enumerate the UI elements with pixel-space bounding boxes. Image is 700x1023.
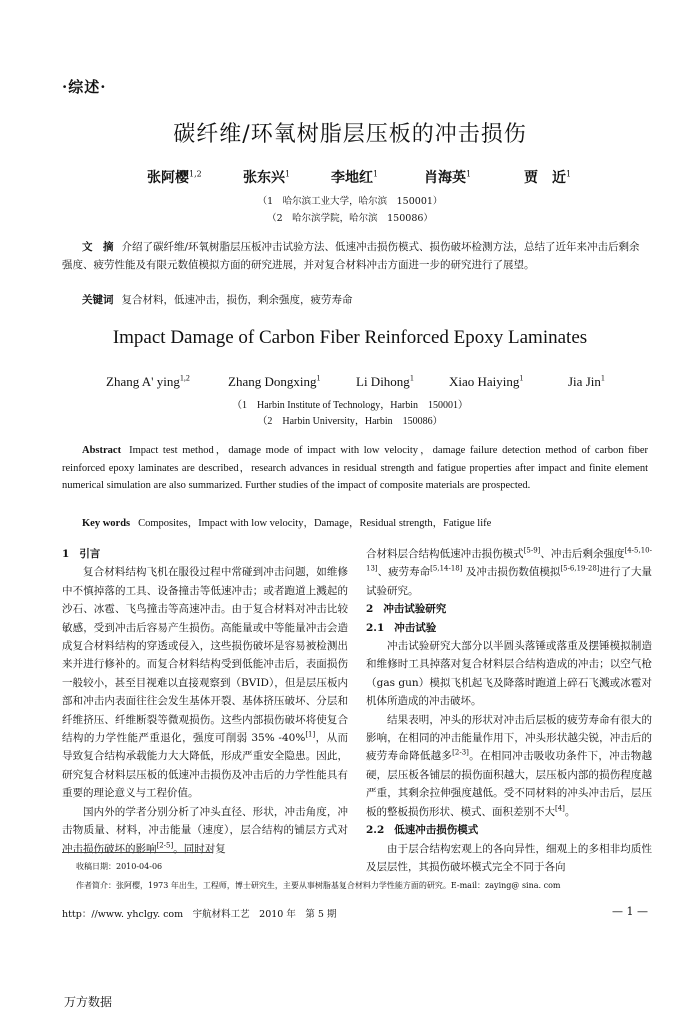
keywords-en-text: Composites，Impact with low velocity，Damage，Residual strength，Fatigue life bbox=[138, 518, 492, 529]
author-en: Xiao Haiying$^1$ bbox=[449, 373, 524, 389]
keywords-en bbox=[82, 515, 491, 530]
footnote-divider bbox=[62, 852, 212, 853]
abstract-en bbox=[62, 442, 648, 495]
author-en: Zhang A' ying$^{1,2}$ bbox=[106, 373, 190, 389]
author-en: Jia Jin$^1$ bbox=[568, 373, 605, 389]
affiliation-en: （2 Harbin University，Harbin 150086） bbox=[257, 416, 443, 427]
paper-title-cn: 碳纤维/环氧树脂层压板的冲击损伤 bbox=[173, 122, 527, 147]
paragraph: 结果表明，冲头的形状对冲击后层板的疲劳寿命有很大的影响，在相同的冲击能量作用下，冲头形状越尖锐，冲击后的疲劳寿命降低越多[2-3]。在相同冲击吸收功条件下，冲击物越硬，层压板各铺层的损伤面积越大，层压板内部的损伤程度越严重，其剩余拉伸强度越低。受不同材料的冲头冲击后，层压板的整板损伤形状、模式、面积差别不大[4]。 bbox=[366, 713, 653, 818]
authors-en bbox=[0, 374, 700, 392]
affiliation-cn: （1 哈尔滨工业大学，哈尔滨 150001） bbox=[257, 196, 443, 207]
section-tag: ·综述· bbox=[62, 78, 107, 96]
footnote-author: 作者简介：张阿樱，1973 年出生，工程师，博士研究生，主要从事树脂基复合材料力学性能方面的研究。E-mail：zaying@ sina. com bbox=[76, 881, 561, 890]
affiliation-en: （1 Harbin Institute of Technology，Harbin 150001） bbox=[231, 400, 469, 411]
journal-footer: http：//www. yhclgy. com 宇航材料工艺 2010 年 第 5 期 bbox=[62, 909, 337, 920]
paragraph: 冲击试验研究大部分以半圆头落锤或落重及摆锤模拟制造和维修时工具掉落对复合材料层合结构造成的冲击；以空气枪（gas gun）模拟飞机起飞及降落时跑道上碎石飞溅或冰雹对机体所造成的冲击破坏。 bbox=[366, 640, 652, 708]
author-cn: 李地红$^1$ bbox=[331, 169, 379, 186]
abstract-cn bbox=[62, 238, 648, 274]
section-heading: 1 引言 bbox=[62, 548, 101, 560]
abstract-en-text: Impact test method，damage mode of impact with low velocity，damage failure detection method of carbon fiber reinforced epoxy laminates are described，research advances in residual strength and fatigue properties after impact and finite element numerical simulation are also summarized. Further studies of the impact of composite materials are prospected. bbox=[62, 445, 648, 491]
authors-cn bbox=[0, 167, 700, 187]
subsection-heading: 2.2 低速冲击损伤模式 bbox=[366, 824, 479, 837]
abstract-en-label: Abstract bbox=[82, 445, 122, 456]
affiliation-cn: （2 哈尔滨学院，哈尔滨 150086） bbox=[267, 213, 433, 224]
keywords-en-label: Key words bbox=[82, 518, 131, 529]
author-cn: 肖海英$^1$ bbox=[424, 169, 472, 186]
paper-title-en: Impact Damage of Carbon Fiber Reinforced Epoxy Laminates bbox=[112, 327, 588, 348]
body-column-left bbox=[62, 545, 348, 858]
watermark: 万方数据 bbox=[64, 995, 113, 1009]
paragraph: 国内外的学者分别分析了冲头直径、形状，冲击角度，冲击物质量、材料，冲击能量（速度），层合结构的铺层方式对冲击损伤破坏的影响[2-5]。同时对复 bbox=[62, 805, 348, 855]
paragraph: 由于层合结构宏观上的各向异性，细观上的多相非均质性及层层性，其损伤破坏模式完全不同于各向 bbox=[366, 842, 652, 873]
keywords-cn-label: 关键词 bbox=[82, 294, 114, 306]
subsection-heading: 2.1 冲击试验 bbox=[366, 621, 437, 634]
section-heading: 2 冲击试验研究 bbox=[366, 603, 447, 616]
page-number: — 1 — bbox=[612, 905, 648, 918]
author-cn: 贾 近$^1$ bbox=[524, 169, 572, 186]
author-cn: 张东兴$^1$ bbox=[243, 169, 291, 186]
body-column-right bbox=[366, 545, 652, 876]
paragraph: 合材料层合结构低速冲击损伤模式[5-9]、冲击后剩余强度[4-5,10-13]、疲劳寿命[5,14-18] 及冲击损伤数值模拟[5-6,19-28]进行了大量试验研究。 bbox=[366, 546, 653, 597]
keywords-cn bbox=[82, 292, 353, 307]
paragraph: 复合材料结构飞机在服役过程中常碰到冲击问题，如维修中不慎掉落的工具、设备撞击等低速冲击；或者跑道上溅起的沙石、冰雹、飞鸟撞击等高速冲击。由于复合材料对冲击比较敏感，受到冲击后容易产生损伤。高能量或中等能量冲击会造成复合材料结构的穿透或侵入，这些损伤破坏是容易被检测出来并进行修补的。而复合材料结构受到低能冲击后，表面损伤一般较小，甚至目视难以直接观察到（BVID），但是层压板内部和冲击内表面往往会发生基体开裂、基体挤压破坏、分层和纤维挤压、纤维断裂等微观损伤。这些内部损伤破坏将使复合结构的力学性能严重退化，强度可削弱 35% -40%[1]，从而导致复合结构承载能力大大降低，形成严重安全隐患。因此，研究复合材料层压板的低速冲击损伤及冲击后的力学性能具有重要的理论意义与工程价值。 bbox=[62, 566, 349, 800]
abstract-cn-text: 介绍了碳纤维/环氧树脂层压板冲击试验方法、低速冲击损伤模式、损伤破坏检测方法，总结了近年来冲击后剩余强度、疲劳性能及有限元数值模拟方面的研究进展，并对复合材料冲击方面进一步的研究进行了展望。 bbox=[62, 241, 640, 271]
abstract-cn-label: 文 摘 bbox=[82, 241, 114, 253]
author-en: Li Dihong$^1$ bbox=[356, 373, 414, 389]
footnote-received: 收稿日期：2010-04-06 bbox=[76, 862, 163, 871]
author-en: Zhang Dongxing$^1$ bbox=[228, 373, 321, 389]
keywords-cn-text: 复合材料，低速冲击，损伤，剩余强度，疲劳寿命 bbox=[121, 294, 353, 306]
author-cn: 张阿樱$^{1,2}$ bbox=[147, 169, 202, 186]
